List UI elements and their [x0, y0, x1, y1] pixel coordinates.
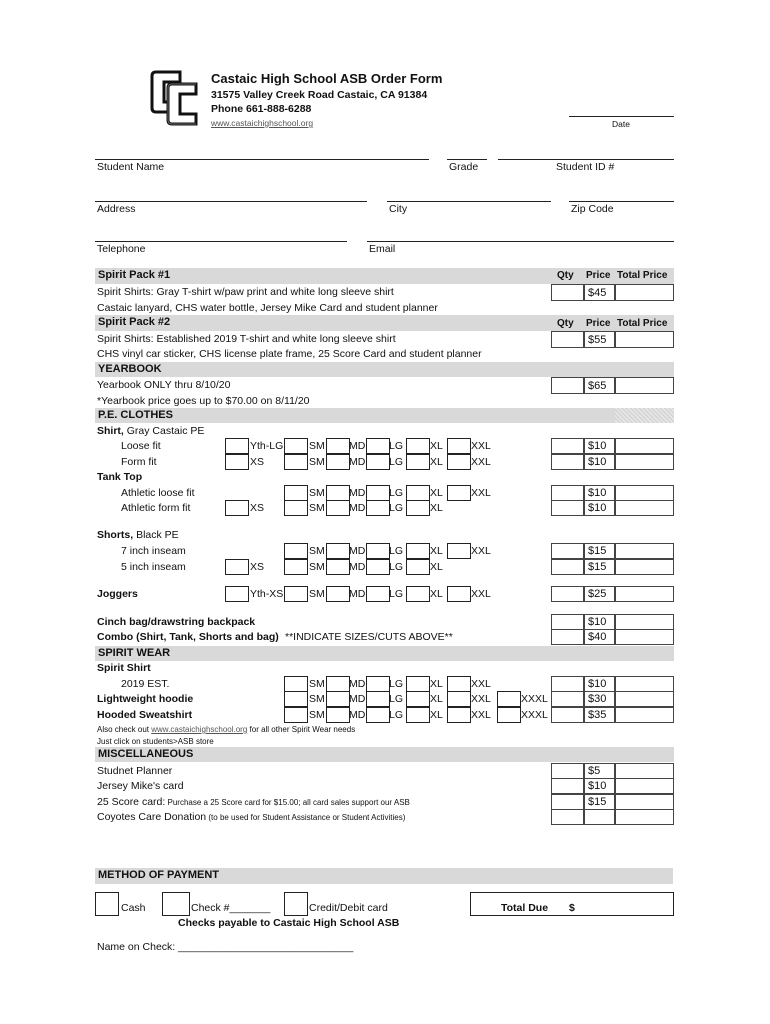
- size-label-sm: SM: [309, 545, 325, 557]
- size-checkbox[interactable]: [447, 676, 471, 692]
- size-checkbox[interactable]: [406, 586, 430, 602]
- size-label-md: MD: [349, 487, 366, 499]
- size-label-md: MD: [349, 561, 366, 573]
- qty-cell[interactable]: [551, 763, 584, 779]
- price-cell: $10: [584, 438, 615, 454]
- total-cell[interactable]: [615, 559, 674, 575]
- size-checkbox[interactable]: [447, 438, 471, 454]
- price-cell: $45: [584, 284, 615, 301]
- size-label-xxxl: XXXL: [521, 693, 548, 705]
- size-label-lg: LG: [389, 502, 404, 514]
- yearbook-header: [95, 362, 674, 377]
- email-line[interactable]: [367, 241, 674, 242]
- pe-clothes-header: [95, 408, 674, 423]
- qty-cell[interactable]: [551, 543, 584, 559]
- combo-note: **INDICATE SIZES/CUTS ABOVE**: [285, 631, 453, 643]
- zip-label: Zip Code: [571, 203, 614, 215]
- spirit-pack-1-line2: Castaic lanyard, CHS water bottle, Jersey Mike Card and student planner: [97, 302, 438, 314]
- size-label-xl: XL: [430, 440, 443, 452]
- size-label-xxl: XXL: [471, 709, 491, 721]
- size-checkbox[interactable]: [366, 586, 390, 602]
- tank-top-label: Tank Top: [97, 471, 143, 483]
- grade-label: Grade: [449, 161, 479, 173]
- size-checkbox[interactable]: [284, 543, 308, 559]
- price-header: Price: [586, 318, 611, 329]
- total-due-dollar: $: [569, 902, 575, 914]
- size-label-sm: SM: [309, 709, 325, 721]
- size-checkbox[interactable]: [447, 691, 471, 707]
- check-checkbox[interactable]: [162, 892, 190, 916]
- spirit-wear-website-link[interactable]: www.castaichighschool.org: [151, 725, 248, 734]
- size-label-sm: SM: [309, 456, 325, 468]
- total-cell[interactable]: [615, 614, 674, 630]
- total-cell[interactable]: [615, 794, 674, 810]
- size-checkbox[interactable]: [406, 438, 430, 454]
- size-label-sm: SM: [309, 678, 325, 690]
- spirit-pack-2-line1: Spirit Shirts: Established 2019 T-shirt and white long sleeve shirt: [97, 333, 396, 345]
- inseam-5-label: 5 inch inseam: [121, 561, 186, 573]
- size-checkbox[interactable]: [284, 485, 308, 501]
- size-label-xxl: XXL: [471, 693, 491, 705]
- yearbook-line1: Yearbook ONLY thru 8/10/20: [97, 379, 231, 391]
- price-cell: $15: [584, 543, 615, 559]
- size-label-xs: XS: [250, 502, 265, 514]
- planner-label: Studnet Planner: [97, 765, 173, 777]
- size-label-sm: SM: [309, 693, 325, 705]
- card-checkbox[interactable]: [284, 892, 308, 916]
- size-checkbox[interactable]: [497, 691, 521, 707]
- size-label-sm: SM: [309, 487, 325, 499]
- total-cell[interactable]: [615, 778, 674, 794]
- school-website-link[interactable]: www.castaichighschool.org: [211, 118, 314, 128]
- size-label-xxxl: XXXL: [521, 709, 548, 721]
- price-cell: $65: [584, 377, 615, 394]
- price-cell: $30: [584, 691, 615, 707]
- qty-cell[interactable]: [551, 707, 584, 723]
- size-label-xl: XL: [430, 545, 443, 557]
- inseam-7-label: 7 inch inseam: [121, 545, 186, 557]
- size-checkbox[interactable]: [326, 543, 350, 559]
- qty-cell[interactable]: [551, 377, 584, 394]
- size-checkbox[interactable]: [406, 559, 430, 575]
- qty-cell[interactable]: [551, 809, 584, 825]
- price-cell: [584, 809, 615, 825]
- size-label-lg: LG: [389, 487, 404, 499]
- size-label-xl: XL: [430, 678, 443, 690]
- size-label-xs: XS: [250, 561, 265, 573]
- total-cell[interactable]: [615, 377, 674, 394]
- qty-cell[interactable]: [551, 614, 584, 630]
- total-price-header: Total Price: [617, 318, 668, 329]
- total-cell[interactable]: [615, 485, 674, 501]
- total-cell[interactable]: [615, 543, 674, 559]
- size-checkbox[interactable]: [225, 438, 249, 454]
- price-cell: $35: [584, 707, 615, 723]
- size-label-md: MD: [349, 588, 366, 600]
- size-checkbox[interactable]: [284, 676, 308, 692]
- size-checkbox[interactable]: [447, 707, 471, 723]
- size-label-sm: SM: [309, 588, 325, 600]
- total-cell[interactable]: [615, 500, 674, 516]
- qty-cell[interactable]: [551, 559, 584, 575]
- total-cell[interactable]: [615, 629, 674, 645]
- size-label-yth-lg: Yth-LG: [250, 440, 284, 452]
- qty-cell[interactable]: [551, 676, 584, 692]
- size-label-xs: XS: [250, 456, 265, 468]
- student-name-label: Student Name: [97, 161, 165, 173]
- size-label-xxl: XXL: [471, 456, 491, 468]
- athletic-loose-label: Athletic loose fit: [121, 487, 195, 499]
- telephone-label: Telephone: [97, 243, 146, 255]
- size-checkbox[interactable]: [366, 500, 390, 516]
- coyotes-care-label: Coyotes Care Donation (to be used for Student Assistance or Student Activities): [97, 811, 406, 823]
- asb-store-note: Just click on students>ASB store: [97, 737, 214, 746]
- qty-cell[interactable]: [551, 500, 584, 516]
- size-label-lg: LG: [389, 561, 404, 573]
- size-checkbox[interactable]: [225, 500, 249, 516]
- qty-cell[interactable]: [551, 778, 584, 794]
- miscellaneous-heading: MISCELLANEOUS: [98, 748, 194, 760]
- size-checkbox[interactable]: [406, 485, 430, 501]
- size-label-xxl: XXL: [471, 440, 491, 452]
- qty-cell[interactable]: [551, 794, 584, 810]
- size-checkbox[interactable]: [406, 707, 430, 723]
- school-phone: Phone 661-888-6288: [211, 103, 312, 115]
- size-label-lg: LG: [389, 678, 404, 690]
- size-checkbox[interactable]: [406, 500, 430, 516]
- email-label: Email: [369, 243, 396, 255]
- size-label-lg: LG: [389, 456, 404, 468]
- size-label-xl: XL: [430, 456, 443, 468]
- student-id-line[interactable]: [498, 159, 674, 160]
- size-checkbox[interactable]: [406, 454, 430, 470]
- athletic-form-label: Athletic form fit: [121, 502, 191, 514]
- size-label-lg: LG: [389, 440, 404, 452]
- spirit-wear-heading: SPIRIT WEAR: [98, 647, 171, 659]
- size-label-md: MD: [349, 709, 366, 721]
- city-label: City: [389, 203, 408, 215]
- total-cell[interactable]: [615, 676, 674, 692]
- size-label-yth-xs: Yth-XS: [250, 588, 284, 600]
- size-checkbox[interactable]: [447, 586, 471, 602]
- check-number-label: Check #_______: [191, 902, 271, 914]
- qty-cell[interactable]: [551, 691, 584, 707]
- size-checkbox[interactable]: [406, 543, 430, 559]
- yearbook-heading: YEARBOOK: [98, 363, 162, 375]
- size-checkbox[interactable]: [326, 454, 350, 470]
- city-line[interactable]: [387, 201, 551, 202]
- pe-shirt-label: Shirt, Gray Castaic PE: [97, 425, 205, 437]
- size-checkbox[interactable]: [326, 559, 350, 575]
- size-checkbox[interactable]: [284, 586, 308, 602]
- size-checkbox[interactable]: [284, 454, 308, 470]
- size-label-md: MD: [349, 440, 366, 452]
- miscellaneous-header: [95, 747, 674, 762]
- size-label-md: MD: [349, 456, 366, 468]
- size-checkbox[interactable]: [366, 543, 390, 559]
- pe-shorts-label: Shorts, Black PE: [97, 529, 179, 541]
- total-cell[interactable]: [615, 763, 674, 779]
- size-label-lg: LG: [389, 709, 404, 721]
- size-checkbox[interactable]: [366, 707, 390, 723]
- spirit-wear-header: [95, 646, 674, 661]
- size-checkbox[interactable]: [366, 676, 390, 692]
- lightweight-hoodie-label: Lightweight hoodie: [97, 693, 194, 705]
- spirit-wear-note: Also check out www.castaichighschool.org for all other Spirit Wear needs: [97, 725, 356, 734]
- total-cell[interactable]: [615, 707, 674, 723]
- payment-heading: METHOD OF PAYMENT: [98, 869, 220, 881]
- size-label-md: MD: [349, 678, 366, 690]
- size-label-lg: LG: [389, 588, 404, 600]
- size-checkbox[interactable]: [326, 676, 350, 692]
- cash-checkbox[interactable]: [95, 892, 119, 916]
- est-2019-label: 2019 EST.: [121, 678, 170, 690]
- size-label-sm: SM: [309, 561, 325, 573]
- jersey-mike-label: Jersey Mike's card: [97, 780, 184, 792]
- cinch-bag-label: Cinch bag/drawstring backpack: [97, 616, 256, 628]
- zip-line[interactable]: [569, 201, 674, 202]
- size-checkbox[interactable]: [225, 586, 249, 602]
- school-address: 31575 Valley Creek Road Castaic, CA 91384: [211, 89, 428, 101]
- payment-header: [95, 868, 673, 884]
- date-label: Date: [612, 119, 630, 129]
- telephone-line[interactable]: [95, 241, 347, 242]
- student-name-line[interactable]: [95, 159, 429, 160]
- yearbook-line2: *Yearbook price goes up to $70.00 on 8/11/20: [97, 395, 310, 407]
- total-cell[interactable]: [615, 331, 674, 348]
- size-checkbox[interactable]: [284, 500, 308, 516]
- price-cell: $10: [584, 454, 615, 470]
- price-cell: $10: [584, 778, 615, 794]
- size-checkbox[interactable]: [366, 454, 390, 470]
- loose-fit-label: Loose fit: [121, 440, 161, 452]
- qty-cell[interactable]: [551, 331, 584, 348]
- qty-cell[interactable]: [551, 454, 584, 470]
- size-checkbox[interactable]: [284, 438, 308, 454]
- price-header: Price: [586, 270, 611, 281]
- size-checkbox[interactable]: [326, 500, 350, 516]
- qty-cell[interactable]: [551, 438, 584, 454]
- date-line[interactable]: [569, 116, 674, 117]
- price-cell: $25: [584, 586, 615, 602]
- total-due-label: Total Due: [501, 902, 549, 914]
- form-title: Castaic High School ASB Order Form: [211, 71, 443, 86]
- spirit-pack-2-line2: CHS vinyl car sticker, CHS license plate frame, 25 Score Card and student planner: [97, 348, 482, 360]
- size-checkbox[interactable]: [497, 707, 521, 723]
- checks-payable-note: Checks payable to Castaic High School ASB: [178, 917, 400, 929]
- size-checkbox[interactable]: [366, 438, 390, 454]
- size-checkbox[interactable]: [326, 691, 350, 707]
- price-cell: $15: [584, 559, 615, 575]
- spirit-pack-1-line1: Spirit Shirts: Gray T-shirt w/paw print and white long sleeve shirt: [97, 286, 394, 298]
- school-logo: [150, 68, 202, 128]
- size-label-lg: LG: [389, 693, 404, 705]
- size-checkbox[interactable]: [284, 559, 308, 575]
- qty-cell[interactable]: [551, 284, 584, 301]
- header-shading: [615, 408, 674, 423]
- size-label-md: MD: [349, 545, 366, 557]
- size-label-xl: XL: [430, 502, 443, 514]
- credit-card-label: Credit/Debit card: [309, 902, 388, 914]
- combo-label: Combo (Shirt, Tank, Shorts and bag): [97, 631, 279, 643]
- size-checkbox[interactable]: [447, 485, 471, 501]
- spirit-pack-1-heading: Spirit Pack #1: [98, 269, 171, 281]
- size-label-md: MD: [349, 502, 366, 514]
- size-checkbox[interactable]: [225, 559, 249, 575]
- pe-clothes-heading: P.E. CLOTHES: [98, 409, 173, 421]
- total-cell[interactable]: [615, 691, 674, 707]
- size-label-sm: SM: [309, 502, 325, 514]
- size-checkbox[interactable]: [326, 438, 350, 454]
- size-checkbox[interactable]: [366, 559, 390, 575]
- price-cell: $40: [584, 629, 615, 645]
- price-cell: $10: [584, 485, 615, 501]
- size-label-xxl: XXL: [471, 678, 491, 690]
- size-label-xl: XL: [430, 487, 443, 499]
- joggers-label: Joggers: [97, 588, 138, 600]
- price-cell: $10: [584, 614, 615, 630]
- size-checkbox[interactable]: [406, 676, 430, 692]
- size-label-xl: XL: [430, 561, 443, 573]
- size-label-xxl: XXL: [471, 545, 491, 557]
- size-checkbox[interactable]: [447, 454, 471, 470]
- size-checkbox[interactable]: [326, 586, 350, 602]
- spirit-shirt-label: Spirit Shirt: [97, 662, 151, 674]
- size-label-xl: XL: [430, 693, 443, 705]
- price-cell: $10: [584, 676, 615, 692]
- price-cell: $15: [584, 794, 615, 810]
- qty-cell[interactable]: [551, 485, 584, 501]
- total-cell[interactable]: [615, 809, 674, 825]
- total-cell[interactable]: [615, 586, 674, 602]
- size-checkbox[interactable]: [366, 485, 390, 501]
- size-checkbox[interactable]: [284, 691, 308, 707]
- price-cell: $55: [584, 331, 615, 348]
- size-checkbox[interactable]: [284, 707, 308, 723]
- student-id-label: Student ID #: [556, 161, 615, 173]
- address-label: Address: [97, 203, 136, 215]
- size-label-xxl: XXL: [471, 588, 491, 600]
- qty-cell[interactable]: [551, 586, 584, 602]
- size-checkbox[interactable]: [366, 691, 390, 707]
- size-label-lg: LG: [389, 545, 404, 557]
- score-card-label: 25 Score card: Purchase a 25 Score card for $15.00; all card sales support our ASB: [97, 796, 410, 808]
- qty-header: Qty: [557, 270, 574, 281]
- size-checkbox[interactable]: [406, 691, 430, 707]
- name-on-check-label[interactable]: Name on Check: ______________________________: [97, 941, 354, 953]
- size-label-md: MD: [349, 693, 366, 705]
- size-checkbox[interactable]: [326, 485, 350, 501]
- total-cell[interactable]: [615, 284, 674, 301]
- price-cell: $5: [584, 763, 615, 779]
- address-line[interactable]: [95, 201, 367, 202]
- size-label-sm: SM: [309, 440, 325, 452]
- total-cell[interactable]: [615, 438, 674, 454]
- size-label-xl: XL: [430, 588, 443, 600]
- size-checkbox[interactable]: [326, 707, 350, 723]
- hooded-sweatshirt-label: Hooded Sweatshirt: [97, 709, 193, 721]
- qty-cell[interactable]: [551, 629, 584, 645]
- total-price-header: Total Price: [617, 270, 668, 281]
- spirit-pack-2-heading: Spirit Pack #2: [98, 316, 171, 328]
- size-checkbox[interactable]: [225, 454, 249, 470]
- form-fit-label: Form fit: [121, 456, 157, 468]
- size-label-xxl: XXL: [471, 487, 491, 499]
- size-label-xl: XL: [430, 709, 443, 721]
- size-checkbox[interactable]: [447, 543, 471, 559]
- qty-header: Qty: [557, 318, 574, 329]
- grade-line[interactable]: [447, 159, 487, 160]
- price-cell: $10: [584, 500, 615, 516]
- cash-label: Cash: [121, 902, 146, 914]
- total-cell[interactable]: [615, 454, 674, 470]
